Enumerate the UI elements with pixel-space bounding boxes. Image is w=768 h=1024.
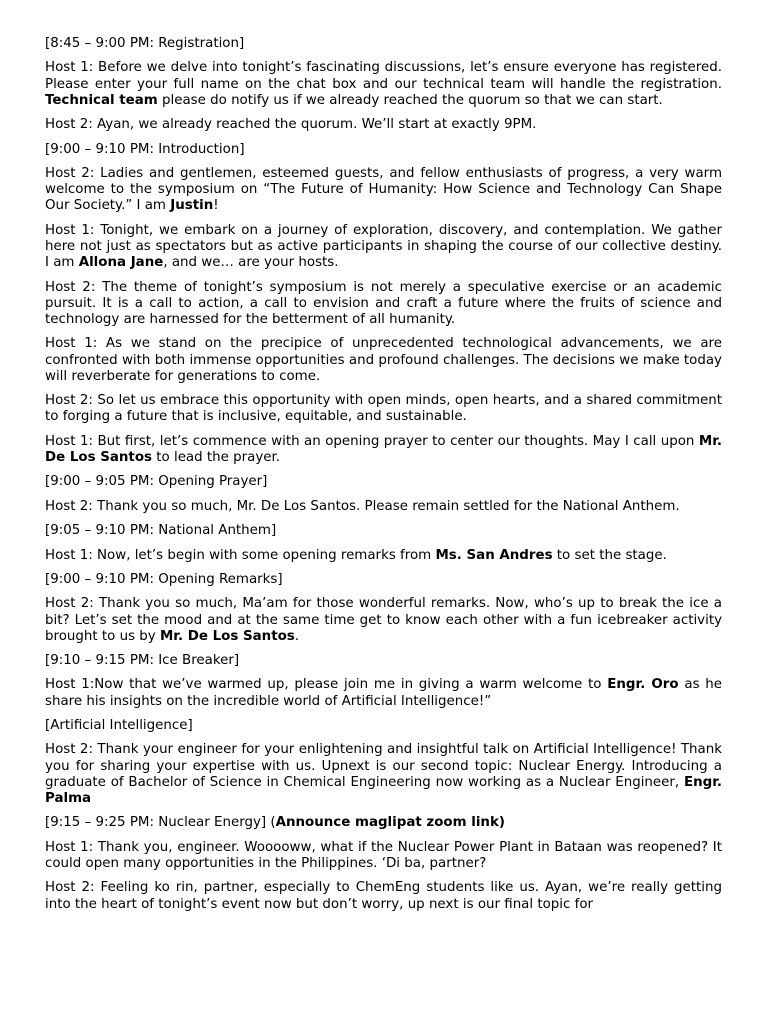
- text-run: to lead the prayer.: [152, 449, 281, 465]
- text-run: Host 1: Tonight, we embark on a journey of exploration, discovery, and contemplation. We gather here not just as spectators but as active participants in shaping the course of our collective destiny. I am: [45, 222, 722, 271]
- text-run: Host 2: So let us embrace this opportunity with open minds, open hearts, and a shared commitment to forging a future that is inclusive, equitable, and sustainable.: [45, 393, 722, 425]
- text-run: [9:10 – 9:15 PM: Ice Breaker]: [45, 653, 240, 669]
- document-paragraph: [45, 742, 722, 807]
- text-run: [9:00 – 9:10 PM: Opening Remarks]: [45, 571, 283, 587]
- document-paragraph: [45, 60, 722, 109]
- text-run: [9:00 – 9:05 PM: Opening Prayer]: [45, 474, 268, 490]
- document-paragraph: [45, 117, 722, 133]
- document-paragraph: [45, 280, 722, 329]
- text-run: [Artificial Intelligence]: [45, 718, 193, 734]
- document-paragraph: [45, 677, 722, 709]
- document-paragraph: [45, 880, 722, 912]
- document-paragraph: [45, 718, 722, 734]
- bold-text-run: Mr. De Los Santos: [45, 433, 722, 465]
- document-paragraph: [45, 393, 722, 425]
- text-run: Host 2: Feeling ko rin, partner, especially to ChemEng students like us. Ayan, we’re really getting into the heart of tonight’s event now but don’t worry, up next is our final topic for: [45, 880, 722, 912]
- document-paragraph: [45, 336, 722, 385]
- text-run: Host 1:Now that we’ve warmed up, please join me in giving a warm welcome to: [45, 677, 608, 693]
- text-run: Host 2: Thank you so much, Mr. De Los Santos. Please remain settled for the National Anthem.: [45, 498, 680, 514]
- text-run: Host 1: Before we delve into tonight’s fascinating discussions, let’s ensure everyone has registered. Please enter your full name on the chat box and our technical team will handle the registration.: [45, 60, 722, 92]
- text-run: please do notify us if we already reached the quorum so that we can start.: [157, 92, 663, 108]
- bold-text-run: Announce maglipat zoom link): [275, 815, 505, 831]
- document-paragraph: [45, 523, 722, 539]
- document-paragraph: [45, 653, 722, 669]
- text-run: Host 1: As we stand on the precipice of unprecedented technological advancements, we are confronted with both immense opportunities and profound challenges. The decisions we make today will reverberate for generations to come.: [45, 336, 722, 384]
- bold-text-run: Mr. De Los Santos: [159, 628, 295, 644]
- text-run: [9:05 – 9:10 PM: National Anthem]: [45, 523, 277, 539]
- document-paragraph: [45, 166, 722, 215]
- text-run: Host 1: But first, let’s commence with an opening prayer to center our thoughts. May I call upon: [45, 433, 699, 449]
- document-paragraph: [45, 596, 722, 645]
- bold-text-run: Allona Jane: [78, 255, 164, 271]
- text-run: [9:00 – 9:10 PM: Introduction]: [45, 141, 245, 157]
- document-paragraph: [45, 572, 722, 588]
- text-run: .: [294, 628, 300, 644]
- document-paragraph: [45, 474, 722, 490]
- document-paragraph: [45, 840, 722, 872]
- document-paragraph: [45, 434, 722, 466]
- text-run: to set the stage.: [552, 547, 667, 563]
- document-paragraph: [45, 499, 722, 515]
- text-run: Host 1: Now, let’s begin with some opening remarks from: [45, 547, 436, 563]
- bold-text-run: Engr. Palma: [45, 774, 722, 807]
- text-run: , and we… are your hosts.: [163, 255, 339, 271]
- text-run: [8:45 – 9:00 PM: Registration]: [45, 36, 245, 51]
- document-paragraph: [45, 548, 722, 564]
- text-run: Host 2: Thank your engineer for your enlightening and insightful talk on Artificial Intelligence! Thank you for sharing your expertise with us. Upnext is our second topic: Nuclear Energy. Introducing a graduate of Bachelor of Science in Chemical Engineering now working as a Nuclear Engineer,: [45, 742, 722, 790]
- document-paragraph: [45, 223, 722, 272]
- text-run: Host 2: Ladies and gentlemen, esteemed guests, and fellow enthusiasts of progress, a very warm welcome to the symposium on “The Future of Humanity: How Science and Technology Can Shape Our Society.” I am: [45, 165, 722, 214]
- text-run: Host 1: Thank you, engineer. Wooooww, what if the Nuclear Power Plant in Bataan was reopened? It could open many opportunities in the Philippines. ‘Di ba, partner?: [45, 839, 722, 872]
- text-run: Host 2: Thank you so much, Ma’am for those wonderful remarks. Now, who’s up to break the ice a bit? Let’s set the mood and at the same time get to know each other with a fun icebreaker activity brought to us by: [45, 596, 722, 644]
- text-run: Host 2: Ayan, we already reached the quorum. We’ll start at exactly 9PM.: [45, 117, 537, 133]
- text-run: !: [213, 198, 219, 214]
- document-paragraph: [45, 36, 722, 52]
- bold-text-run: Technical team: [45, 92, 158, 108]
- document-paragraph: [45, 815, 722, 831]
- text-run: as he share his insights on the incredible world of Artificial Intelligence!”: [45, 677, 723, 709]
- bold-text-run: Justin: [170, 198, 214, 214]
- bold-text-run: Engr. Oro: [607, 677, 679, 693]
- text-run: [9:15 – 9:25 PM: Nuclear Energy] (: [45, 815, 276, 831]
- document-paragraph: [45, 142, 722, 158]
- bold-text-run: Ms. San Andres: [435, 547, 553, 563]
- text-run: Host 2: The theme of tonight’s symposium is not merely a speculative exercise or an academic pursuit. It is a call to action, a call to envision and craft a future where the fruits of science and technology are harnessed for the betterment of all humanity.: [45, 279, 722, 327]
